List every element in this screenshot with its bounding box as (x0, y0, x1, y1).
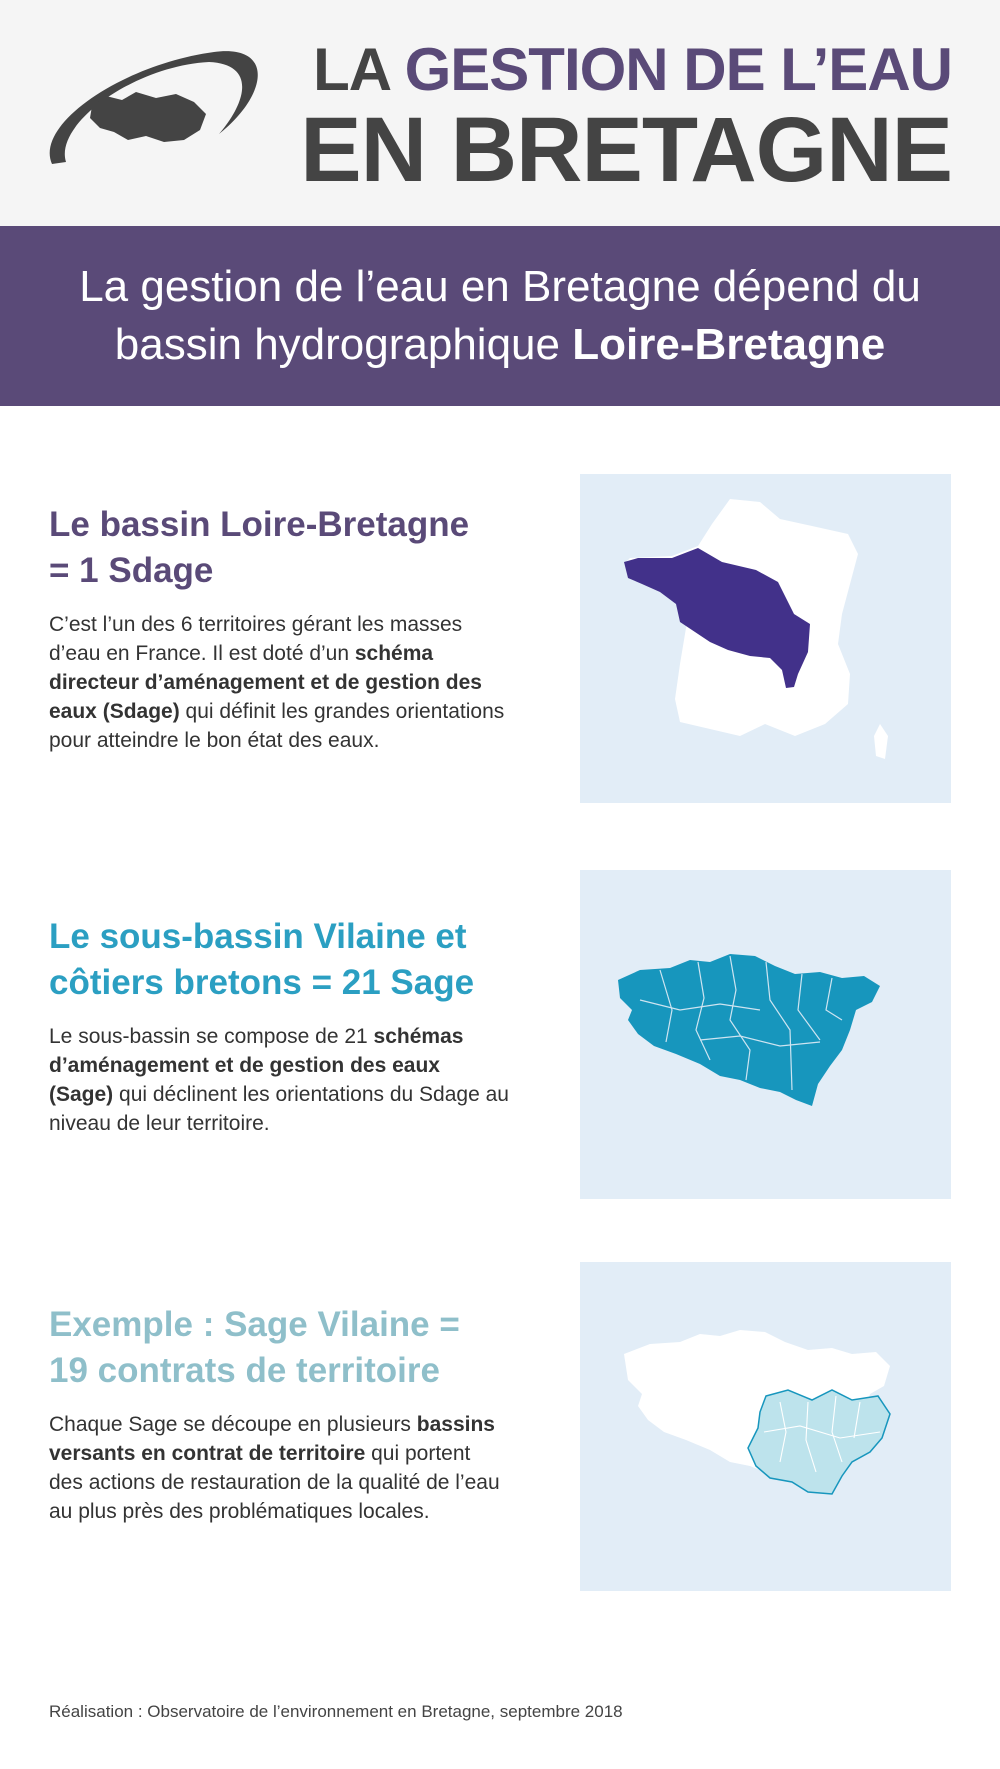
section-body: C’est l’un des 6 territoires gérant les masses d’eau en France. Il est doté d’un schéma directeur d’aménagement et de gestion des eaux (Sdage) qui définit les grandes orientations pour atteindre le bon état des eaux. (49, 613, 505, 752)
title-accent: GESTION DE L’EAU (404, 36, 952, 103)
header (0, 0, 1000, 226)
map-panel (580, 1262, 951, 1591)
map-panel (580, 474, 951, 803)
section-title: Exemple : Sage Vilaine = 19 contrats de territoire (49, 1305, 460, 1390)
page-title (300, 36, 952, 201)
intro-banner (0, 226, 1000, 406)
section-body: Chaque Sage se découpe en plusieurs bassins versants en contrat de territoire qui portent des actions de restauration de la qualité de l’eau au plus près des problématiques locales. (49, 1413, 500, 1523)
banner-line1: La gestion de l’eau en Bretagne dépend du (79, 262, 921, 311)
brittany-orbit-logo-icon (44, 44, 264, 184)
banner-line2-bold: Loire-Bretagne (572, 320, 886, 369)
section-title: Le sous-bassin Vilaine et côtiers bretons = 21 Sage (49, 917, 475, 1002)
section-loire-bretagne (0, 474, 1000, 804)
section-title: Le bassin Loire-Bretagne = 1 Sdage (49, 505, 470, 590)
title-line2: EN BRETAGNE (300, 99, 952, 201)
section-vilaine-cotiers (0, 870, 1000, 1200)
brittany-map-icon (580, 870, 951, 1199)
vilaine-basin-map-icon (580, 1262, 951, 1591)
banner-line2: bassin hydrographique (114, 320, 573, 369)
map-panel (580, 870, 951, 1199)
france-map-icon (580, 474, 951, 803)
credit-text: Réalisation : Observatoire de l’environnement en Bretagne, septembre 2018 (49, 1702, 623, 1721)
section-body: Le sous-bassin se compose de 21 schémas d’aménagement et de gestion des eaux (Sage) qui déclinent les orientations du Sdage au niveau de leur territoire. (49, 1025, 509, 1135)
title-part1: LA (313, 36, 405, 103)
section-sage-vilaine (0, 1262, 1000, 1592)
